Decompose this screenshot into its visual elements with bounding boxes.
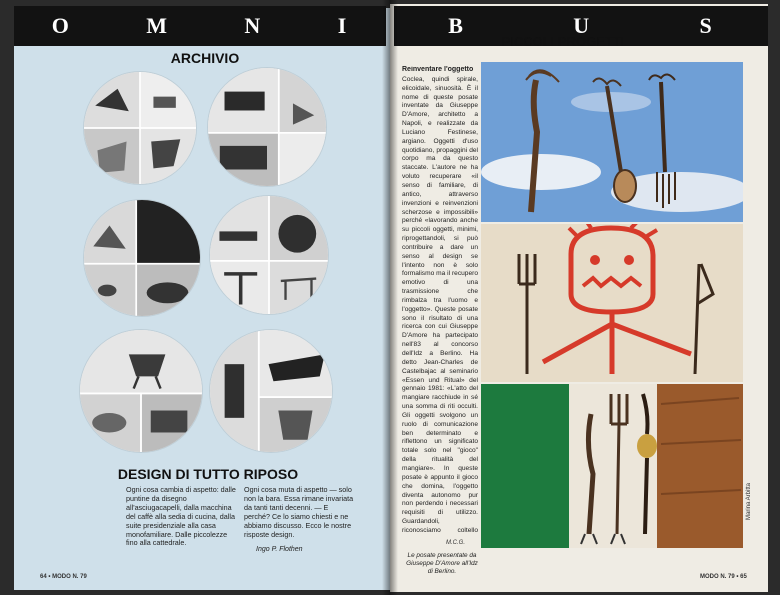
masthead-left — [14, 6, 386, 46]
archive-photo-circle — [210, 196, 328, 314]
archive-photo-circle — [84, 200, 200, 316]
article-column-1: Ogni cosa cambia di aspetto: dalle puntine da disegno all'asciugacapelli, dalla macchina del caffè alla sedia di cucina, dalla suite presidenziale alla casa monofamiliare. Dalle piccolezze fino alla cattedrale. — [126, 485, 236, 548]
article-column-2: Ogni cosa muta di aspetto — solo non la bara. Essa rimane invariata da tanti tanti decenni. — E perché? Ce lo siamo chiesti e ne abbiamo discusso. Ecco le nostre risposte design. — [244, 485, 354, 539]
archive-photo-circle — [210, 330, 332, 452]
masthead-letter: S — [699, 13, 714, 38]
archive-photo-circle — [84, 72, 196, 184]
masthead-letter: I — [337, 13, 349, 38]
page-footer-right: MODO N. 79 • 65 — [700, 574, 747, 580]
photo-green-board-cutlery — [481, 384, 743, 548]
article-text-column — [402, 66, 478, 536]
section-title-piccoli-progetti: PICCOLI PROGETTI — [501, 34, 625, 49]
masthead-letter: O — [51, 13, 71, 38]
article-heading: Reinventare l'oggetto — [402, 66, 474, 73]
book-gutter-shadow — [382, 0, 398, 595]
photo-caption: Le posate presentate da Giuseppe D'Amore all'Idz di Berlino. — [406, 552, 478, 575]
page-footer-left: 64 • MODO N. 79 — [40, 574, 87, 580]
masthead-letter: N — [244, 13, 263, 38]
masthead-letter: B — [448, 13, 465, 38]
byline: Ingo P. Flothen — [256, 546, 303, 553]
article-initials: M.C.G. — [446, 540, 465, 546]
photo-red-face-drawing — [481, 224, 743, 382]
masthead-letter: M — [146, 13, 169, 38]
photo-cutlery-sky — [481, 62, 743, 222]
article-title: DESIGN DI TUTTO RIPOSO — [117, 466, 299, 482]
article-body: Coclea, quindi spirale, elicoidale, sinuosità. È il nome di queste posate inventate da Giuseppe D'Amore, architetto a Napoli, e realizzate da Luciano Festinese, argiano. Oggetti d'uso quotidiano, propaggini del corpo ma da questo staccate. L'autore ne ha voluto recuperare «il senso di familiare, di antico, attraverso invenzioni e reinvenzioni scherzose e impossibili» perché «lavorando anche su piccoli oggetti, minimi, riprogettandoli, si può contribuire a dare un senso al design se l'intento non è solo formalismo ma il recupero emotivo di una trasmissione che rimbalza tra l'uomo e l'oggetto». Queste posate sono il risultato di una ricerca con cui Giuseppe D'Amore ha partecipato nell'83 al concorso dell'Idz a Berlino. Ha detto Jean-Charles de Castelbajac al seminario «Essen und Ritual» del gennaio 1981: «L'atto del mangiare racchiude in sé una somma di riti occulti. Gli oggetti svolgono un ruolo di comunicazione ben determinato e riflettono un significato totale solo nel "gioco" della ritualità del mangiare». In queste posate è appunto il gioco che domina, l'oggetto diventa autonomo pur non perdendo i necessari requisiti di utilizzo. Guardandoli, riconosciamo coltello — [402, 75, 478, 534]
section-title-archivio: ARCHIVIO — [170, 50, 240, 66]
masthead-letter: U — [573, 13, 592, 38]
archive-photo-circle — [208, 68, 326, 186]
archive-photo-circle — [80, 330, 202, 452]
photo-credit: Marina Arbitta — [746, 482, 752, 520]
